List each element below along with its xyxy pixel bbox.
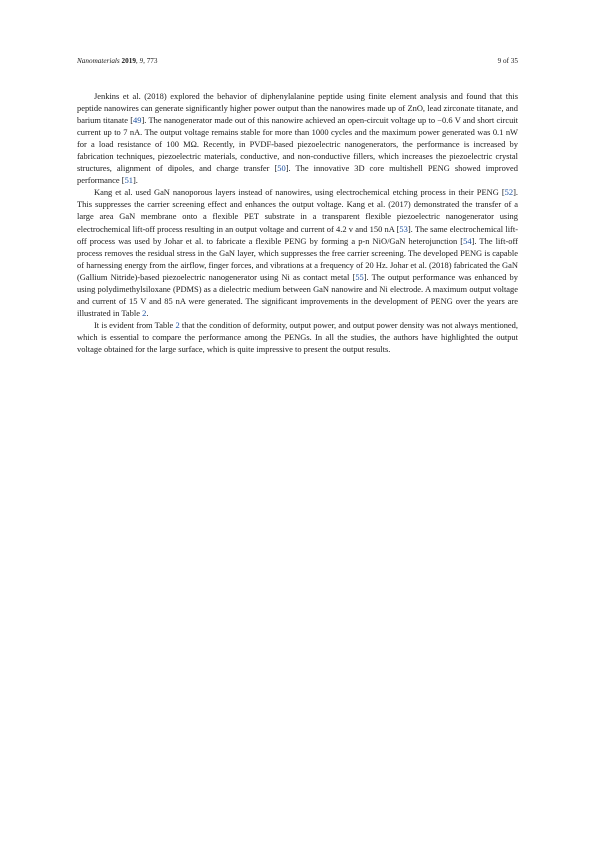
paragraph — [77, 319, 518, 355]
paragraph — [77, 186, 518, 319]
paragraph-text: . — [146, 307, 149, 318]
paragraph-text: ]. The same electrochemical lift-off process was used by Johar et al. to fabricate a flexible PENG by forming a p-n NiO/GaN heterojunction [ — [77, 223, 519, 246]
body-text — [77, 90, 518, 355]
journal-name: Nanomaterials — [77, 57, 120, 65]
paragraph-text: It is evident from Table — [94, 319, 176, 330]
citation-link[interactable]: 53 — [399, 223, 408, 234]
running-header — [77, 55, 518, 67]
paragraph-text: ]. The output performance was enhanced by using polydimethylsiloxane (PDMS) as a dielectric medium between GaN nanowire and Ni electrode. A maximum output voltage and current of 15 V and 85 nA were generated. The significant improvements in the development of PENG over the years are illustrated in Table — [77, 271, 518, 318]
citation-link[interactable]: 2 — [142, 307, 147, 318]
article-number: 773 — [146, 57, 158, 65]
paragraph — [77, 90, 518, 186]
citation-link[interactable]: 54 — [463, 235, 472, 246]
paragraph-text: ]. The lift-off process removes the residual stress in the GaN layer, which suppresses the free carrier screening. The developed PENG is capable of harnessing energy from the airflow, finger forces, and vibrations at a frequency of 20 Hz. Johar et al. (2018) fabricated the GaN (Gallium Nitride)-based piezoelectric nanogenerator using Ni as contact metal [ — [77, 235, 518, 282]
journal-year: 2019 — [121, 57, 136, 65]
paragraph-text: that the condition of deformity, output power, and output power density was not always mentioned, which is essential to compare the performance among the PENGs. In all the studies, the authors have highlighted the output voltage obtained for the large surface, which is quite impressive to present the output results. — [77, 319, 518, 354]
paragraph-text: ]. — [133, 175, 138, 186]
paragraph-text: ]. This suppresses the carrier screening effect and enhances the output voltage. Kang et al. (2017) demonstrated the transfer of a large area GaN membrane onto a flexible PET substrate in a transparent flexible piezoelectric nanogenerator using electrochemical lift-off process resulting in an output voltage and current of 4.2 v and 150 nA [ — [77, 187, 518, 234]
paragraph-text: Jenkins et al. (2018) explored the behavior of diphenylalanine peptide using finite element analysis and found that this peptide nanowires can generate significantly higher power output than the nanowires made up of ZnO, lead zirconate titanate, and barium titanate [ — [77, 91, 518, 126]
journal-volume: 9 — [139, 57, 144, 65]
citation-link[interactable]: 51 — [124, 175, 133, 186]
page-number: 9 of 35 — [497, 57, 518, 65]
journal-citation: Nanomaterials 2019, 9, 773 — [77, 57, 158, 65]
citation-link[interactable]: 55 — [355, 271, 364, 282]
citation-link[interactable]: 50 — [277, 163, 286, 174]
citation-link[interactable]: 2 — [175, 319, 180, 330]
paragraph-text: Kang et al. used GaN nanoporous layers instead of nanowires, using electrochemical etching process in their PENG [ — [94, 187, 505, 198]
paragraph-text: ]. The nanogenerator made out of this nanowire achieved an open-circuit voltage up to −0.6 V and short circuit current up to 7 nA. The output voltage remains stable for more than 1000 cycles and the maximum power generated was 0.1 nW for a load resistance of 100 MΩ. Recently, in PVDF-based piezoelectric nanogenerators, the performance is increased by fabrication techniques, piezoelectric materials, conductive, and non-conductive fillers, which increases the piezoelectric crystal structures, alignment of dipoles, and charge transfer [ — [77, 115, 518, 174]
citation-link[interactable]: 52 — [504, 187, 514, 198]
paragraph-text: ]. The innovative 3D core multishell PENG showed improved performance [ — [77, 163, 518, 186]
citation-link[interactable]: 49 — [133, 115, 142, 126]
